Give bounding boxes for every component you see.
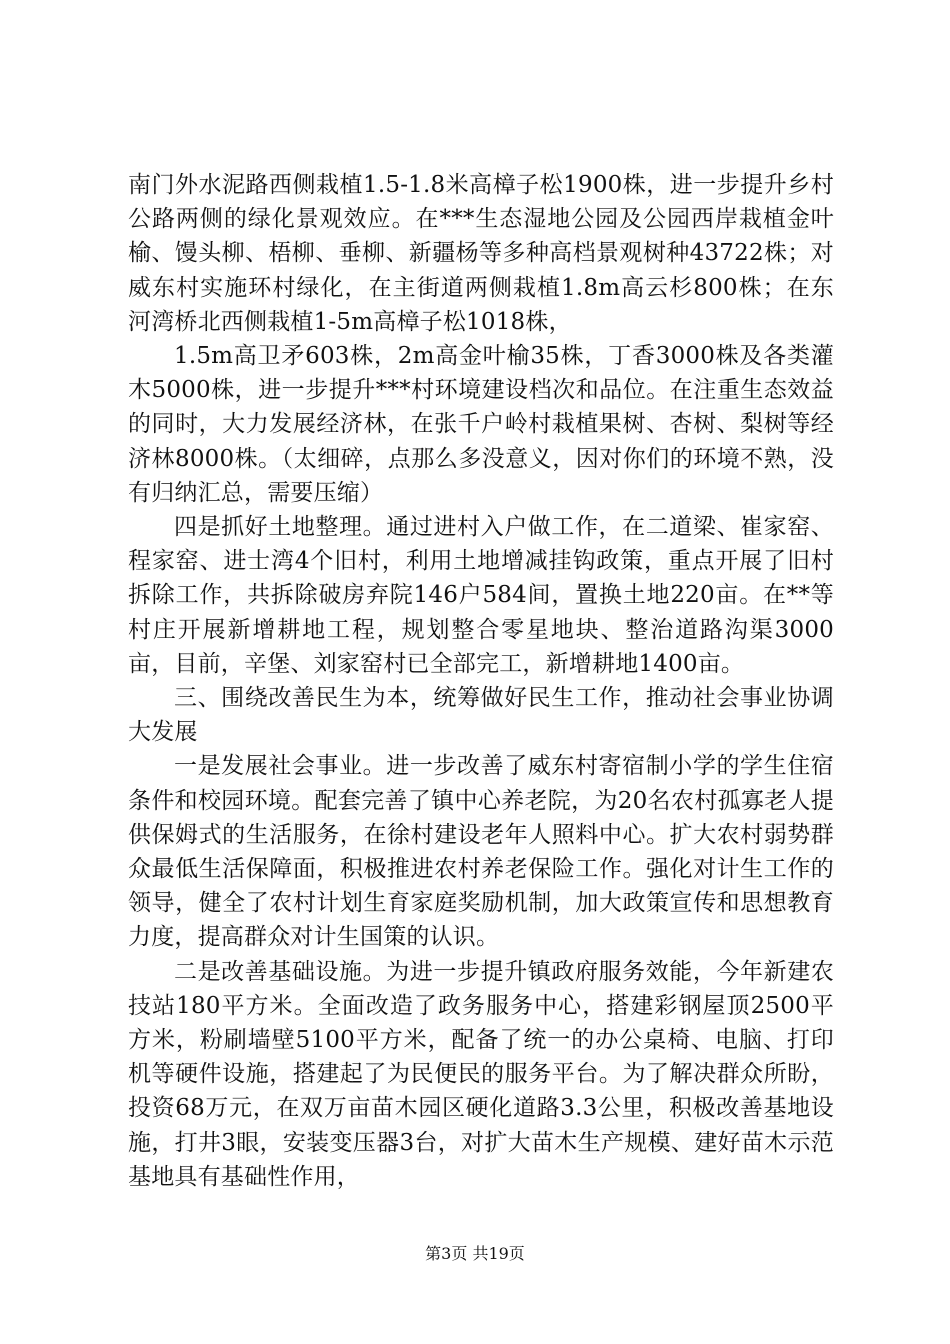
section-heading-3: 三、围绕改善民生为本，统筹做好民生工作，推动社会事业协调大发展 xyxy=(128,685,834,746)
page-footer: 第3页 共19页 xyxy=(425,1244,525,1263)
paragraph-6: 二是改善基础设施。为进一步提升镇政府服务效能，今年新建农技站180平方米。全面改造了政务服务中心，搭建彩钢屋顶2500平方米，粉刷墙壁5100平方米，配备了统一的办公桌椅、电脑、打印机等硬件设施，搭建起了为民便民的服务平台。为了解决群众所盼，投资68万元，在双万亩苗木园区硬化道路3.3公里，积极改善基地设施，打井3眼，安装变压器3台，对扩大苗木生产规模、建好苗木示范基地具有基础性作用， xyxy=(128,958,834,1190)
paragraph-2: 1.5m高卫矛603株，2m高金叶榆35株，丁香3000株及各类灌木5000株，进一步提升***村环境建设档次和品位。在注重生态效益的同时，大力发展经济林，在张千户岭村栽植果树、杏树、梨树等经济林8000株。（太细碎，点那么多没意义，因对你们的环境不熟，没有归纳汇总，需要压缩） xyxy=(128,343,834,506)
paragraph-3: 四是抓好土地整理。通过进村入户做工作，在二道梁、崔家窑、程家窑、进士湾4个旧村，利用土地增减挂钩政策，重点开展了旧村拆除工作，共拆除破房弃院146户584间，置换土地220亩。在**等村庄开展新增耕地工程，规划整合零星地块、整治道路沟渠3000亩，目前，辛堡、刘家窑村已全部完工，新增耕地1400亩。 xyxy=(128,514,834,677)
document-body xyxy=(128,168,834,1194)
paragraph-1: 南门外水泥路西侧栽植1.5-1.8米高樟子松1900株，进一步提升乡村公路两侧的绿化景观效应。在***生态湿地公园及公园西岸栽植金叶榆、馒头柳、梧柳、垂柳、新疆杨等多种高档景观树种43722株；对威东村实施环村绿化，在主街道两侧栽植1.8m高云杉800株；在东河湾桥北西侧栽植1-5m高樟子松1018株， xyxy=(128,172,834,335)
paragraph-5: 一是发展社会事业。进一步改善了威东村寄宿制小学的学生住宿条件和校园环境。配套完善了镇中心养老院，为20名农村孤寡老人提供保姆式的生活服务，在徐村建设老年人照料中心。扩大农村弱势群众最低生活保障面，积极推进农村养老保险工作。强化对计生工作的领导，健全了农村计划生育家庭奖励机制，加大政策宣传和思想教育力度，提高群众对计生国策的认识。 xyxy=(128,753,834,951)
